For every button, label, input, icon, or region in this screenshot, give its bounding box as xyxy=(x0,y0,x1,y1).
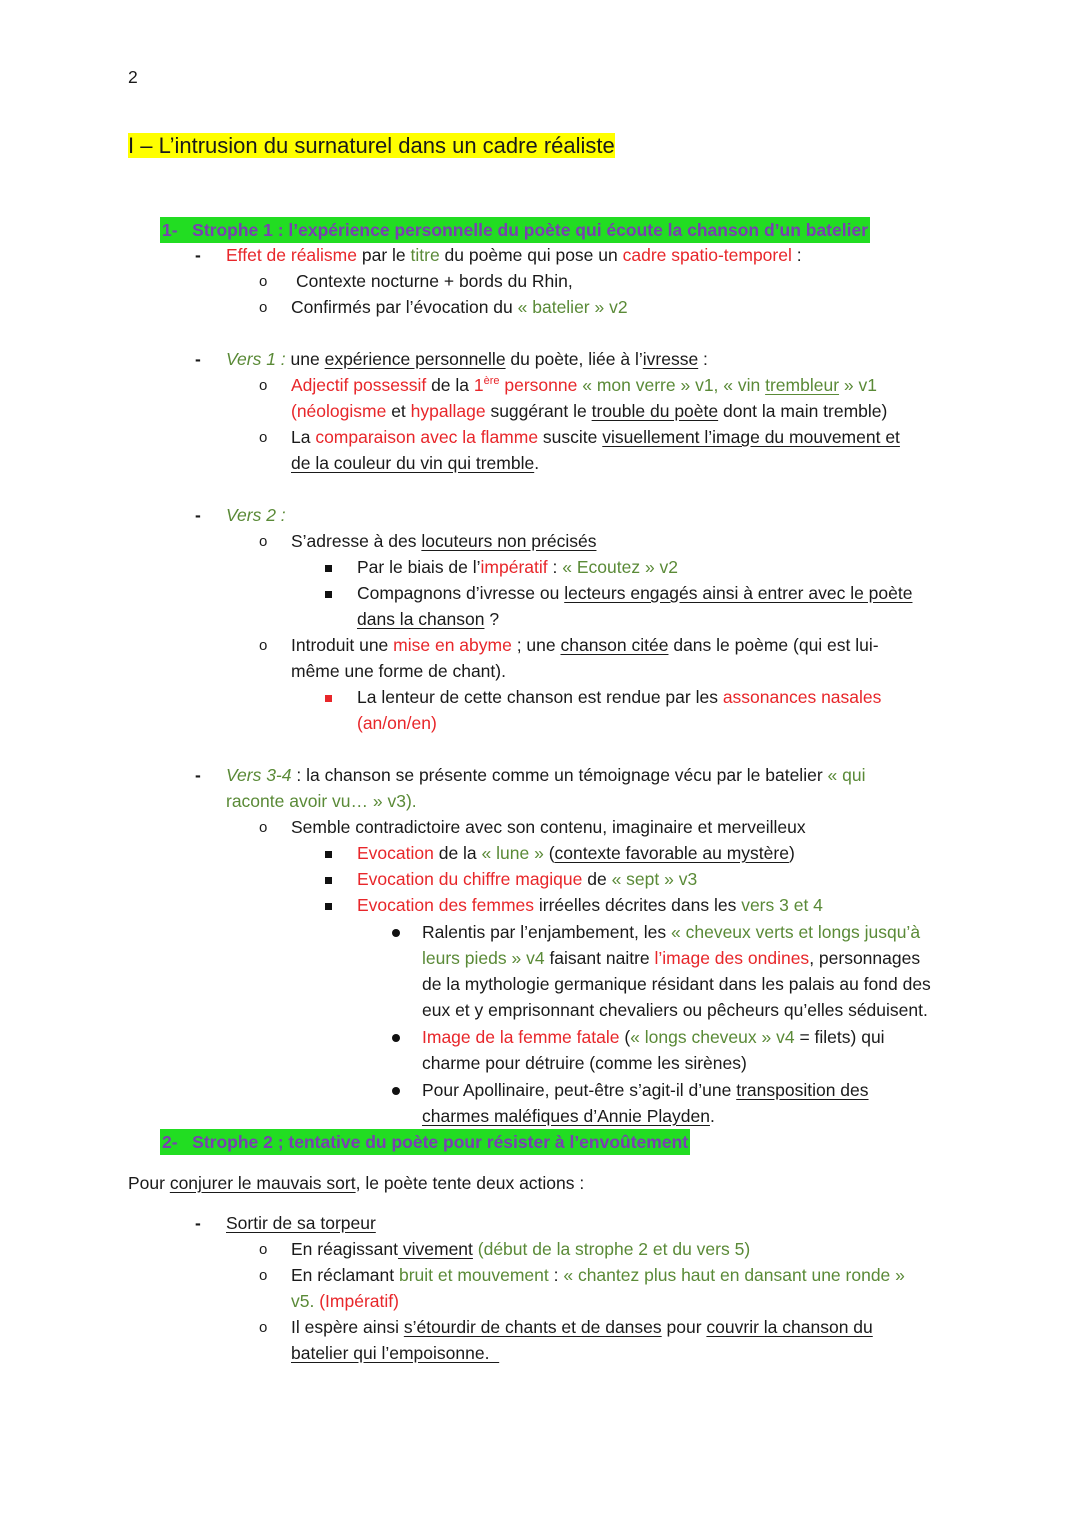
list-item: Semble contradictoire avec son contenu, imaginaire et merveilleux xyxy=(291,817,806,837)
list-item: En réclamant bruit et mouvement : « chantez plus haut en dansant une ronde » xyxy=(291,1265,905,1285)
list-item: Evocation des femmes irréelles décrites dans les vers 3 et 4 xyxy=(357,895,823,915)
list-item-continued: v5. (Impératif) xyxy=(291,1291,399,1311)
square-bullet xyxy=(325,580,332,606)
list-item: Vers 3-4 : la chanson se présente comme un témoignage vécu par le batelier « qui xyxy=(226,765,866,785)
list-item: Introduit une mise en abyme ; une chanson citée dans le poème (qui est lui- xyxy=(291,635,879,655)
list-item: Sortir de sa torpeur xyxy=(226,1213,376,1233)
list-item-continued: (néologisme et hypallage suggérant le trouble du poète dont la main tremble) xyxy=(291,401,888,421)
square-bullet xyxy=(325,554,332,580)
list-item-continued: même une forme de chant). xyxy=(291,661,506,681)
list-item: S’adresse à des locuteurs non précisés xyxy=(291,531,597,551)
strophe-1-heading: 1- Strophe 1 : l’expérience personnelle du poète qui écoute la chanson d’un batelier xyxy=(160,217,870,243)
circle-bullet: o xyxy=(259,533,268,550)
dash-marker: - xyxy=(195,765,201,785)
square-bullet xyxy=(325,892,332,918)
list-item: Evocation du chiffre magique de « sept » v3 xyxy=(357,869,698,889)
list-item: Effet de réalisme par le titre du poème qui pose un cadre spatio-temporel : xyxy=(226,245,802,265)
list-item: Adjectif possessif de la 1ère personne « mon verre » v1, « vin trembleur » v1 xyxy=(291,375,877,395)
list-item-continued: (an/on/en) xyxy=(357,713,437,733)
circle-bullet: o xyxy=(259,429,268,446)
list-item: Evocation de la « lune » (contexte favorable au mystère) xyxy=(357,843,795,863)
list-item: La lenteur de cette chanson est rendue par les assonances nasales xyxy=(357,687,882,707)
list-item-continued: de la mythologie germanique résidant dans les palais au fond des xyxy=(422,974,931,994)
list-item: Compagnons d’ivresse ou lecteurs engagés ainsi à entrer avec le poète xyxy=(357,583,913,603)
dash-marker: - xyxy=(195,1213,201,1233)
list-item: Vers 1 : une expérience personnelle du poète, liée à l’ivresse : xyxy=(226,349,708,369)
list-item-continued: raconte avoir vu… » v3). xyxy=(226,791,417,811)
list-item: La comparaison avec la flamme suscite visuellement l’image du mouvement et xyxy=(291,427,900,447)
list-item: Confirmés par l’évocation du « batelier » v2 xyxy=(291,297,628,317)
dot-bullet xyxy=(392,1024,400,1050)
square-bullet xyxy=(325,840,332,866)
square-bullet xyxy=(325,866,332,892)
square-bullet xyxy=(325,684,332,710)
paragraph: Pour conjurer le mauvais sort, le poète tente deux actions : xyxy=(128,1173,585,1193)
list-item: Image de la femme fatale (« longs cheveux » v4 = filets) qui xyxy=(422,1027,885,1047)
list-item: Contexte nocturne + bords du Rhin, xyxy=(296,271,573,291)
circle-bullet: o xyxy=(259,1319,268,1336)
page-number: 2 xyxy=(128,67,138,87)
list-item-continued: leurs pieds » v4 faisant naitre l’image des ondines, personnages xyxy=(422,948,921,968)
dash-marker: - xyxy=(195,349,201,369)
circle-bullet: o xyxy=(259,377,268,394)
list-item: Vers 2 : xyxy=(226,505,286,525)
circle-bullet: o xyxy=(259,1267,268,1284)
section-title: I – L’intrusion du surnaturel dans un cadre réaliste xyxy=(128,133,615,158)
list-item: Ralentis par l’enjambement, les « cheveux verts et longs jusqu’à xyxy=(422,922,921,942)
circle-bullet: o xyxy=(259,819,268,836)
circle-bullet: o xyxy=(259,637,268,654)
list-item: En réagissant vivement (début de la strophe 2 et du vers 5) xyxy=(291,1239,751,1259)
dash-marker: - xyxy=(195,505,201,525)
list-item-continued: de la couleur du vin qui tremble. xyxy=(291,453,540,473)
dot-bullet xyxy=(392,1077,400,1103)
list-item-continued: batelier qui l’empoisonne. xyxy=(291,1343,500,1363)
circle-bullet: o xyxy=(259,1241,268,1258)
list-item-continued: charmes maléfiques d’Annie Playden. xyxy=(422,1106,715,1126)
list-item-continued: eux et y emprisonnant chevaliers ou pêcheurs qu’elles séduisent. xyxy=(422,1000,928,1020)
circle-bullet: o xyxy=(259,273,268,290)
dot-bullet xyxy=(392,919,400,945)
list-item: Pour Apollinaire, peut-être s’agit-il d’une transposition des xyxy=(422,1080,869,1100)
circle-bullet: o xyxy=(259,299,268,316)
dash-marker: - xyxy=(195,245,201,265)
list-item: Il espère ainsi s’étourdir de chants et de danses pour couvrir la chanson du xyxy=(291,1317,873,1337)
list-item: Par le biais de l’impératif : « Ecoutez » v2 xyxy=(357,557,679,577)
strophe-2-heading: 2- Strophe 2 ; tentative du poète pour résister à l’envoûtement xyxy=(160,1129,690,1155)
list-item-continued: charme pour détruire (comme les sirènes) xyxy=(422,1053,747,1073)
list-item-continued: dans la chanson ? xyxy=(357,609,500,629)
